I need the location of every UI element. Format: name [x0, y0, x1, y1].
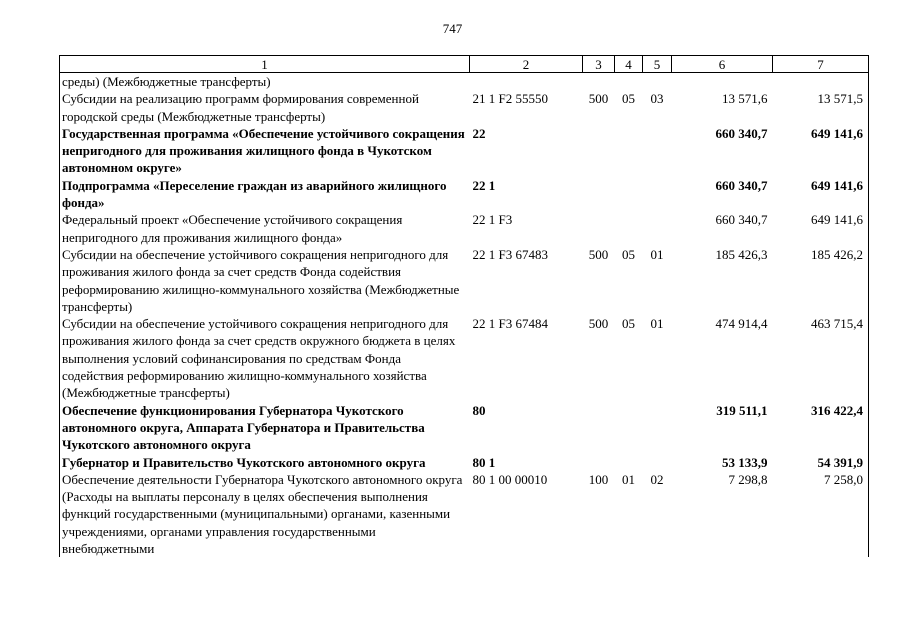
row-expense-type: 500 — [588, 316, 609, 332]
row-expense-type — [583, 402, 615, 454]
row-section — [615, 125, 643, 177]
row-amount-col7: 7 258,0 — [824, 471, 863, 487]
row-expense-type: 100 — [588, 471, 609, 487]
row-name: Обеспечение функционирования Губернатора Чукотского автономного округа, Аппарата Губернатора и Правительства Чукотского автономного округа — [62, 402, 425, 453]
row-section: 05 — [622, 316, 635, 332]
row-subsection: 02 — [650, 471, 664, 487]
row-amount-col6: 13 571,6 — [722, 91, 768, 107]
column-header-5: 5 — [643, 56, 672, 73]
row-code — [470, 73, 583, 91]
row-name: Субсидии на реализацию программ формирования современной городской среды (Межбюджетные трансферты) — [62, 91, 419, 124]
row-amount-col6: 185 426,3 — [715, 246, 768, 262]
row-expense-type: 500 — [588, 246, 609, 262]
row-code: 22 1 F3 67483 — [472, 246, 548, 262]
row-subsection — [643, 73, 672, 91]
column-header-4: 4 — [615, 56, 643, 73]
column-header-3: 3 — [583, 56, 615, 73]
row-amount-col7: 463 715,4 — [811, 316, 863, 332]
row-expense-type — [583, 125, 615, 177]
row-amount-col7: 649 141,6 — [811, 212, 863, 228]
row-section — [615, 177, 643, 212]
table-row — [60, 125, 869, 177]
row-subsection: 01 — [650, 316, 664, 332]
row-code: 22 — [472, 125, 486, 141]
row-amount-col6: 660 340,7 — [715, 212, 768, 228]
row-code: 22 1 F3 67484 — [472, 316, 548, 332]
row-code: 80 — [472, 402, 486, 418]
row-section — [615, 73, 643, 91]
row-subsection: 03 — [650, 91, 664, 107]
row-name: Субсидии на обеспечение устойчивого сокращения непригодного для проживания жилого фонда за счет средств Фонда содействия реформированию жилищно-коммунального хозяйства (Межбюджетные трансферты) — [62, 246, 460, 314]
row-amount-col7: 54 391,9 — [817, 454, 863, 470]
table-row — [60, 246, 869, 315]
row-amount-col6: 660 340,7 — [715, 177, 768, 193]
row-expense-type: 500 — [588, 91, 609, 107]
budget-table — [59, 55, 869, 557]
row-amount-col6: 7 298,8 — [728, 471, 768, 487]
row-amount-col7: 185 426,2 — [811, 246, 863, 262]
row-amount-col6: 660 340,7 — [715, 125, 768, 141]
row-amount-col6: 319 511,1 — [716, 402, 768, 418]
row-name: среды) (Межбюджетные трансферты) — [62, 74, 271, 89]
row-section: 01 — [622, 471, 635, 487]
table-row — [60, 471, 869, 557]
table-row — [60, 315, 869, 401]
table-row — [60, 402, 869, 454]
row-name: Подпрограмма «Переселение граждан из аварийного жилищного фонда» — [62, 177, 447, 211]
column-header-2: 2 — [470, 56, 583, 73]
table-row — [60, 73, 869, 91]
row-amount-col6: 474 914,4 — [715, 316, 768, 332]
row-section — [615, 211, 643, 246]
row-name: Обеспечение деятельности Губернатора Чукотского автономного округа (Расходы на выплаты персоналу в целях обеспечения выполнения функций государственными (муниципальными) органами, казенными учреждениями, органами управления государственными внебюджетными — [62, 471, 463, 557]
row-name: Губернатор и Правительство Чукотского автономного округа — [62, 454, 426, 470]
row-subsection — [643, 454, 672, 471]
table-row — [60, 211, 869, 246]
row-subsection — [643, 402, 672, 454]
table-row — [60, 177, 869, 212]
column-header-6: 6 — [672, 56, 773, 73]
row-code: 80 1 00 00010 — [472, 471, 548, 487]
row-code: 22 1 — [472, 177, 496, 193]
row-code: 80 1 — [472, 454, 496, 470]
row-subsection: 01 — [650, 246, 664, 262]
column-header-1: 1 — [60, 56, 470, 73]
table-body — [60, 73, 869, 558]
row-amount-col7: 649 141,6 — [811, 125, 863, 141]
table-row — [60, 454, 869, 471]
row-name: Субсидии на обеспечение устойчивого сокращения непригодного для проживания жилого фонда за счет средств окружного бюджета в целях выполнения условий софинансирования по средствам Фонда содействия реформированию жилищно-коммунального хозяйства (Межбюджетные трансферты) — [62, 316, 456, 401]
row-section — [615, 454, 643, 471]
row-section: 05 — [622, 246, 635, 262]
row-code: 22 1 F3 — [472, 212, 513, 228]
row-amount-col7: 316 422,4 — [811, 402, 863, 418]
row-amount-col7: 649 141,6 — [811, 177, 863, 193]
row-amount-col7 — [773, 73, 869, 91]
row-amount-col7: 13 571,5 — [817, 91, 863, 107]
header-row — [60, 56, 869, 73]
row-name: Государственная программа «Обеспечение устойчивого сокращения непригодного для проживания жилищного фонда в Чукотском автономном округе» — [62, 125, 465, 176]
column-header-7: 7 — [773, 56, 869, 73]
row-section — [615, 402, 643, 454]
row-name: Федеральный проект «Обеспечение устойчивого сокращения непригодного для проживания жилищного фонда» — [62, 212, 403, 245]
row-amount-col6: 53 133,9 — [722, 454, 768, 470]
row-expense-type — [583, 454, 615, 471]
row-subsection — [643, 125, 672, 177]
row-code: 21 1 F2 55550 — [472, 91, 548, 107]
row-subsection — [643, 211, 672, 246]
row-expense-type — [583, 211, 615, 246]
row-expense-type — [583, 177, 615, 212]
table-row — [60, 90, 869, 125]
row-section: 05 — [622, 91, 635, 107]
page-number: 747 — [442, 21, 463, 36]
table-header — [60, 56, 869, 73]
row-amount-col6 — [672, 73, 773, 91]
row-expense-type — [583, 73, 615, 91]
row-subsection — [643, 177, 672, 212]
